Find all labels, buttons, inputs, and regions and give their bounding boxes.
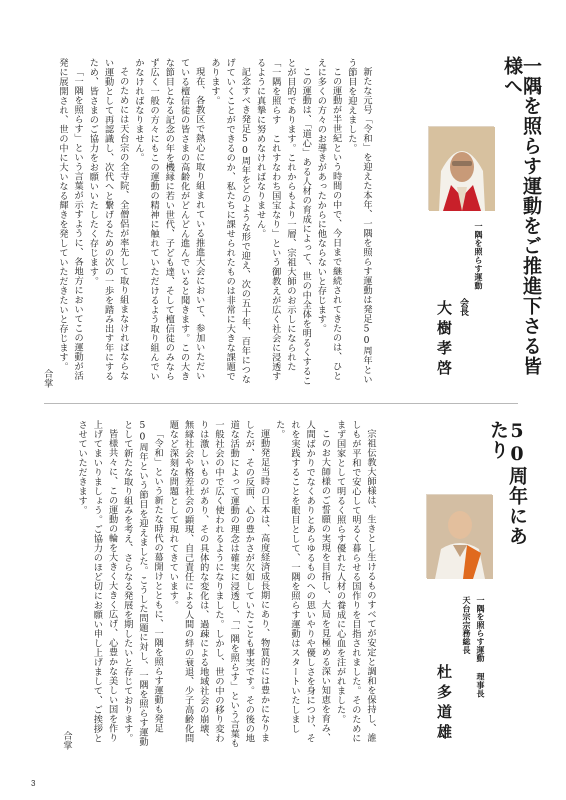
director-name: 杜多道雄 [435, 664, 453, 744]
chairman-position: 会長 [458, 298, 468, 316]
closing-gassho: 合掌 [60, 731, 72, 750]
director-portrait-icon [426, 494, 492, 578]
chairman-name: 大樹孝啓 [435, 300, 453, 380]
paragraph: 「令和」という新たな時代の幕開けとともに、一隅を照らす運動も発足50周年という節目を迎えました。こうした問題に対し、一隅を照らす運動として新たな取り組みを考え、さらなる発展を期したいと存じております。 [121, 420, 164, 747]
monk-portrait-hood-icon [429, 127, 495, 211]
top-article-title: 一隅を照らす運動をご推進下さる皆様へ [501, 56, 542, 376]
paragraph: このお大師様のご誓願の実現を目指し、大局を見極める深い知恵を育み、人間ばかりでなくありとあらゆるものへの思いやりや優しさを身につけ、それを実践することを眼目として、一隅を照らす運動はスタートいたしました。 [273, 420, 331, 743]
page-number: 3 [31, 779, 36, 788]
closing-gassho: 合掌 [41, 369, 53, 388]
bottom-article-title: 50周年にあたり [487, 420, 528, 546]
paragraph: そのためには天台宗の全寺院、全僧侶が率先して取り組まなければならない運動として再認識し、次代へと繋げるための次の一歩を踏み出す年にするため、皆さまのご協力をお願いいたしたく存じます。 [87, 58, 129, 381]
monk-portrait-bald-icon [427, 495, 493, 579]
paragraph: 新たな元号「令和」を迎えた本年、一隅を照らす運動は発足50周年という節目を迎えました。 [345, 58, 372, 385]
chairman-role: 一隅を照らす運動 [474, 222, 484, 290]
paragraph: 「一隅を照らす」という言葉が示すように、各地方においてこの運動が活発に展開され、世の中に大いなる輝きを発していただきたいと存じます。 [56, 58, 84, 381]
paragraph: 運動発足当時の日本は、高度経済成長期にあり、物質的には豊かになりましたが、その反面、心の豊かさが欠如していたことも事実です。その後の地道な活動によって運動の理念は確実に浸透し、「一隅を照らす」という言葉も一般社会の中で広く使われるようになりました。しかし、世の中の移り変わりは激しいものがあり、その具体的な変化は、過疎による地域社会の崩壊、無縁社会や格差社会の顕現、自己責任による人間の絆の衰退、少子高齢化問題など深刻な問題として現れてきています。 [167, 420, 270, 748]
paragraph: この運動は、「道心」ある人材の育成によって、世の中全体を明るくすることが目的であります。これからもより一層、宗祖大師のお示しになられた「一隅を照らす これすなわち国宝なり」という御教えが広く社会に浸透するように真摯に努めなければなりません。 [254, 58, 312, 386]
paragraph: 宗祖伝教大師様は、生きとし生けるものすべてが安定と調和を保持し、誰しもが平和で安心して明るく暮らせる国作りを目指されました。そのためにまず国家として明るく照らす優れた人材の養成に心血を注がれました。 [334, 420, 376, 743]
paragraph: 皆様共々に、この運動の輪を大きく大きく広げ、心豊かな美しい国を作り上げてまいりましょう。ご協力のほど切にお願い申し上げまして、ご挨拶とさせていただきます。 [76, 420, 118, 743]
section-divider [44, 403, 518, 404]
director-position: 天台宗宗務総長 [462, 596, 472, 655]
paragraph: 記念すべき発足50周年をどのような形で迎え、次の五十年、百年につなげていくことができるのか、私たちに課せられたものは非常に大きな課題であります。 [208, 58, 251, 385]
director-role: 一隅を照らす運動 理事長 [476, 596, 486, 698]
bottom-article-body [56, 420, 378, 750]
top-article-body [41, 58, 374, 388]
paragraph: 現在、各教区で熱心に取り組まれている推進大会において、参加いただいている檀信徒の皆さまの高齢化がどんどん進んでいると聞きます。この大きな節目となる記念の年を機縁に若い世代、子ども達、そして檀信徒のみならず広く一般の方々にもこの運動の精神に触れていただけるよう取り組んでいかなければなりません。 [132, 58, 205, 381]
paragraph: この運動が半世紀という時間の中で、今日まで継続されてきたのは、ひとえに多くの方々のお導きがあったからに他ならないと存じます。 [315, 58, 342, 381]
chairman-portrait-icon [428, 126, 494, 210]
